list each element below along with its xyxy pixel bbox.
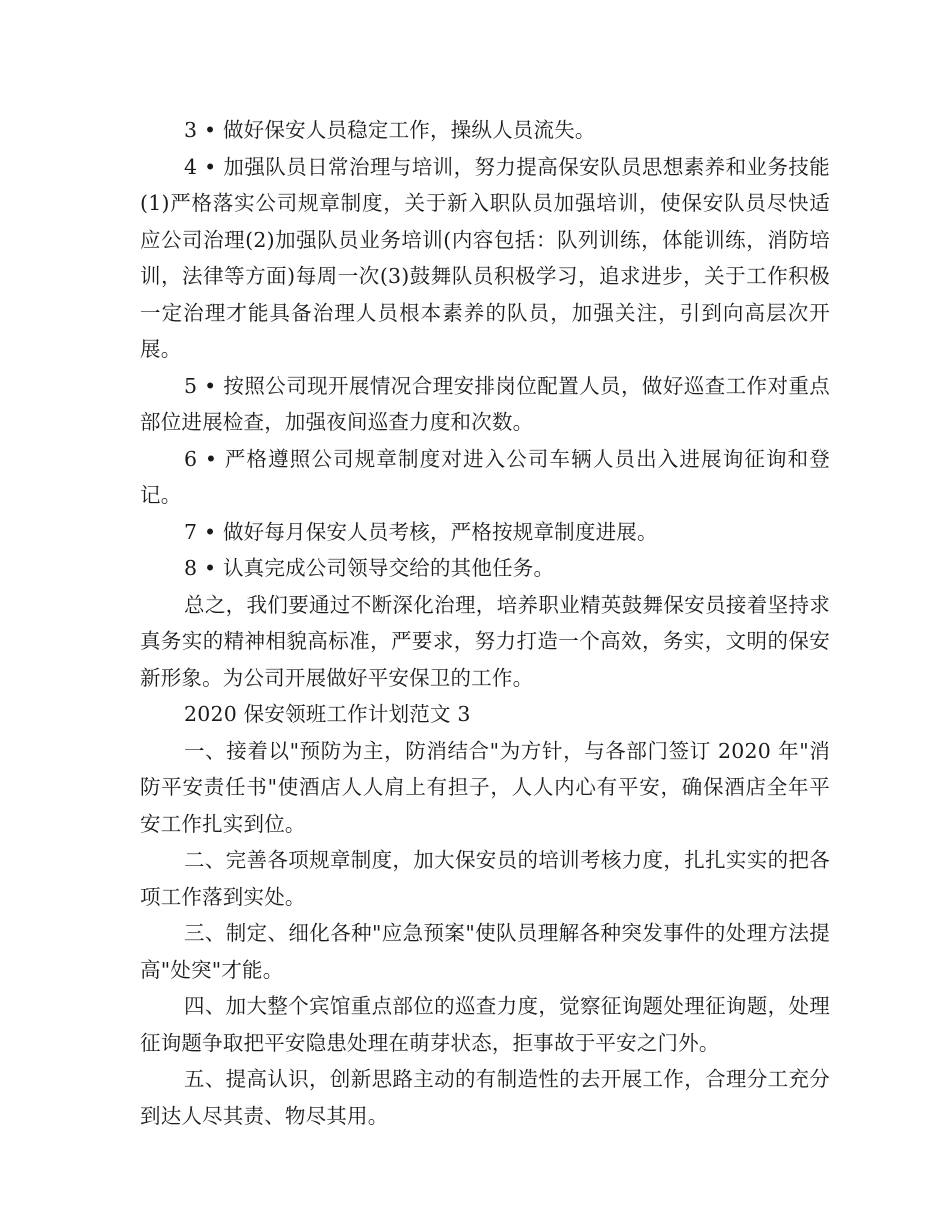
section-heading: 2020 保安领班工作计划范文 3 <box>184 702 471 726</box>
paragraph-summary: 总之，我们要通过不断深化治理，培养职业精英鼓舞保安员接着坚持求真务实的精神相貌高标准，严要求，努力打造一个高效，务实，文明的保安新形象。为公司开展做好平安保卫的工作。 <box>140 592 830 690</box>
document-body <box>140 112 830 1134</box>
paragraph-section-4: 四、加大整个宾馆重点部位的巡查力度，觉察征询题处理征询题，处理征询题争取把平安隐患处理在萌芽状态，拒事故于平安之门外。 <box>140 994 830 1055</box>
paragraph-section-2: 二、完善各项规章制度，加大保安员的培训考核力度，扎扎实实的把各项工作落到实处。 <box>140 848 830 909</box>
paragraph-item-3: 3 • 做好保安人员稳定工作，操纵人员流失。 <box>184 118 596 142</box>
paragraph-item-6: 6 • 严格遵照公司规章制度对进入公司车辆人员出入进展询征询和登记。 <box>140 446 830 507</box>
paragraph-section-1: 一、接着以"预防为主，防消结合"为方针，与各部门签订 2020 年"消防平安责任书"使酒店人人肩上有担子，人人内心有平安，确保酒店全年平安工作扎实到位。 <box>140 738 830 836</box>
paragraph-section-3: 三、制定、细化各种"应急预案"使队员理解各种突发事件的处理方法提高"处突"才能。 <box>140 921 830 982</box>
paragraph-section-5: 五、提高认识，创新思路主动的有制造性的去开展工作，合理分工充分到达人尽其责、物尽其用。 <box>140 1067 830 1128</box>
paragraph-item-7: 7 • 做好每月保安人员考核，严格按规章制度进展。 <box>184 519 658 544</box>
paragraph-item-4: 4 • 加强队员日常治理与培训，努力提高保安队员思想素养和业务技能(1)严格落实公司规章制度，关于新入职队员加强培训，使保安队员尽快适应公司治理(2)加强队员业务培训(内容包括：队列训练，体能训练，消防培训，法律等方面)每周一次(3)鼓舞队员积极学习，追求进步，关于工作积极一定治理才能具备治理人员根本素养的队员，加强关注，引到向高层次开展。 <box>140 154 830 361</box>
paragraph-item-5: 5 • 按照公司现开展情况合理安排岗位配置人员，做好巡查工作对重点部位进展检查，加强夜间巡查力度和次数。 <box>140 373 830 434</box>
paragraph-item-8: 8 • 认真完成公司领导交给的其他任务。 <box>184 556 555 580</box>
